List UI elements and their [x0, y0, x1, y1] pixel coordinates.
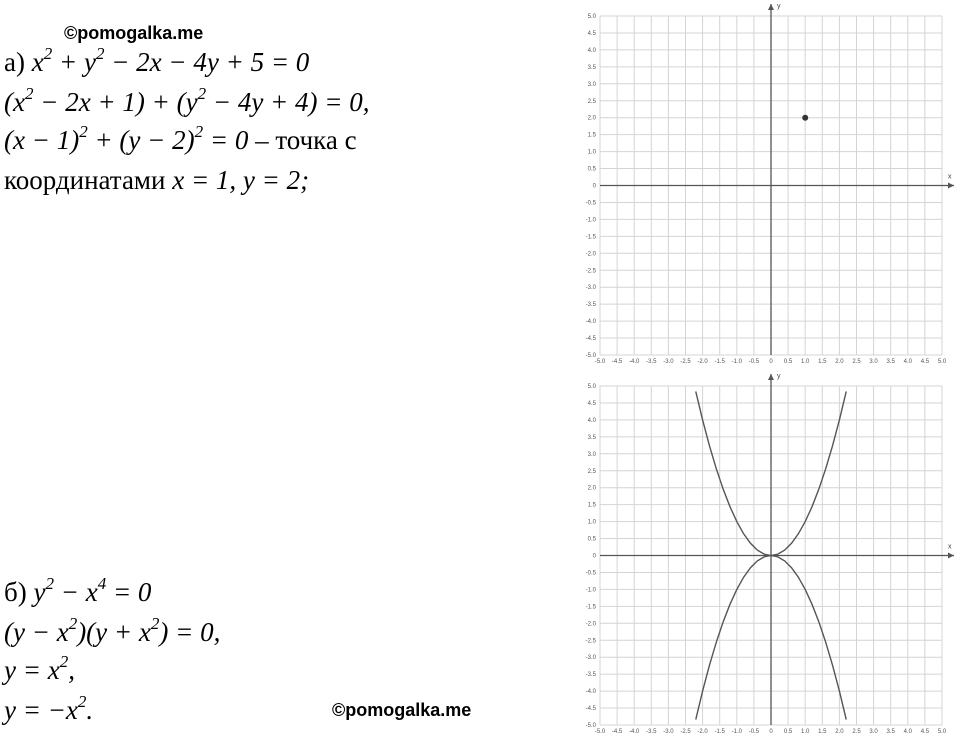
part-a-coords-text: координатами — [4, 165, 173, 195]
y-tick-label: 2.0 — [587, 485, 596, 492]
y-tick-label: -1.5 — [585, 234, 596, 241]
y-tick-label: -4.5 — [585, 706, 596, 713]
x-tick-label: -4.5 — [611, 359, 623, 365]
y-tick-label: -3.5 — [585, 302, 596, 309]
y-tick-label: -1.5 — [585, 604, 596, 611]
y-tick-label: 3.0 — [587, 81, 596, 88]
watermark-top: ©pomogalka.me — [64, 23, 204, 43]
y-axis-label: y — [777, 373, 781, 380]
y-tick-label: 3.5 — [587, 434, 596, 441]
x-tick-label: 5.0 — [937, 729, 947, 735]
x-tick-label: -3.0 — [663, 359, 674, 365]
y-tick-label: 0 — [592, 553, 596, 560]
x-tick-label: -3.0 — [663, 729, 674, 735]
part-b-line-1 — [4, 576, 151, 608]
y-tick-label: -2.5 — [585, 268, 596, 275]
y-tick-label: 4.5 — [587, 30, 596, 37]
x-axis-arrow — [948, 553, 954, 559]
x-tick-label: 2.5 — [852, 359, 861, 365]
y-tick-label: 1.0 — [587, 149, 596, 156]
graph-parabolas — [562, 370, 960, 736]
x-tick-label: 1.5 — [818, 729, 827, 735]
y-axis-label: y — [777, 3, 781, 10]
part-a-eq2: $(x^2 - 2x + 1) + (y^2 - 4y + 4) = 0$, — [4, 84, 370, 117]
x-tick-label: 2.5 — [852, 729, 861, 735]
y-tick-label: 4.0 — [587, 47, 596, 54]
x-tick-label: -1.5 — [714, 729, 725, 735]
x-tick-label: -4.5 — [611, 729, 623, 735]
y-tick-label: 1.5 — [587, 502, 596, 509]
y-tick-label: 0.5 — [587, 536, 596, 543]
data-point — [802, 115, 808, 121]
part-a-line-4 — [4, 164, 309, 196]
x-tick-label: -1.0 — [731, 359, 742, 365]
y-tick-label: 5.0 — [587, 14, 596, 20]
y-tick-label: 3.5 — [587, 64, 596, 71]
y-axis-arrow — [768, 4, 774, 10]
part-b-eq3: $y = x^2$, — [4, 652, 75, 685]
y-tick-label: -0.5 — [585, 570, 596, 577]
part-b-eq4: $y = -x^2$. — [4, 692, 94, 725]
y-tick-label: -0.5 — [585, 200, 596, 207]
x-tick-label: 5.0 — [937, 359, 947, 365]
y-tick-label: -4.5 — [585, 336, 596, 343]
x-tick-label: -1.5 — [714, 359, 725, 365]
y-tick-label: 4.0 — [587, 417, 596, 424]
x-tick-label: 0.5 — [783, 359, 793, 365]
y-tick-label: -2.0 — [585, 251, 596, 258]
x-tick-label: 1.5 — [818, 359, 827, 365]
y-tick-label: 2.5 — [587, 98, 596, 105]
x-axis-arrow — [948, 183, 954, 189]
part-b-label: б) — [4, 577, 34, 607]
part-a-coords: x = 1, y = 2; — [172, 165, 310, 195]
x-tick-label: -4.0 — [629, 729, 640, 735]
graph-point — [562, 0, 960, 366]
x-tick-label: 3.5 — [886, 359, 895, 365]
y-tick-label: -4.0 — [585, 689, 596, 696]
x-axis-label: x — [948, 173, 952, 181]
y-tick-label: 2.0 — [587, 115, 596, 122]
part-a-eq1: $x^2 + y^2 - 2x - 4y + 5 = 0$ — [31, 44, 310, 77]
x-tick-label: 2.0 — [835, 729, 844, 735]
part-a-text: – точка с — [255, 125, 357, 155]
x-tick-label: 1.0 — [801, 359, 810, 365]
x-tick-label: -5.0 — [594, 729, 606, 735]
y-tick-label: 0 — [592, 183, 596, 190]
part-b-line-4 — [4, 694, 93, 726]
y-tick-label: -4.0 — [585, 319, 596, 326]
x-tick-label: 4.0 — [903, 359, 912, 365]
x-tick-label: 3.0 — [869, 729, 878, 735]
y-tick-label: -5.0 — [585, 353, 596, 359]
part-a-line-3 — [4, 124, 357, 156]
part-b-line-3 — [4, 654, 75, 686]
part-a-line-2 — [4, 86, 369, 118]
x-tick-label: -5.0 — [594, 359, 606, 365]
x-tick-label: 4.5 — [920, 359, 930, 365]
x-tick-label: -2.0 — [697, 359, 708, 365]
x-tick-label: -3.5 — [646, 359, 657, 365]
x-tick-label: 3.0 — [869, 359, 878, 365]
y-tick-label: -3.5 — [585, 672, 596, 679]
x-tick-label: 1.0 — [801, 729, 810, 735]
x-tick-label: -0.5 — [748, 359, 760, 365]
x-tick-label: -4.0 — [629, 359, 640, 365]
y-tick-label: 1.5 — [587, 132, 596, 139]
y-tick-label: 4.5 — [587, 400, 596, 407]
x-tick-label: -0.5 — [748, 729, 760, 735]
y-tick-label: -3.0 — [585, 285, 596, 292]
y-tick-label: 3.0 — [587, 451, 596, 458]
y-tick-label: -2.5 — [585, 638, 596, 645]
x-tick-label: -2.0 — [697, 729, 708, 735]
x-tick-label: 2.0 — [835, 359, 844, 365]
part-a-label: а) — [4, 47, 32, 77]
y-tick-label: -1.0 — [585, 587, 596, 594]
part-b-eq2: $(y - x^2)(y + x^2) = 0$, — [4, 614, 221, 647]
x-tick-label: 0 — [769, 359, 773, 365]
y-tick-label: 1.0 — [587, 519, 596, 526]
x-tick-label: 4.0 — [903, 729, 912, 735]
part-a-eq3: $(x - 1)^2 + (y - 2)^2 = 0$ — [4, 122, 256, 155]
y-tick-label: 2.5 — [587, 468, 596, 475]
part-b-eq1: $y^2 - x^4 = 0$ — [33, 574, 152, 607]
x-tick-label: 0.5 — [783, 729, 793, 735]
x-axis-label: x — [948, 543, 952, 551]
y-tick-label: 5.0 — [587, 384, 596, 390]
x-tick-label: 4.5 — [920, 729, 930, 735]
part-b-line-2 — [4, 616, 220, 648]
y-tick-label: -1.0 — [585, 217, 596, 224]
part-a-line-1 — [4, 46, 309, 78]
y-tick-label: 0.5 — [587, 166, 596, 173]
y-tick-label: -5.0 — [585, 723, 596, 729]
y-tick-label: -2.0 — [585, 621, 596, 628]
x-tick-label: 0 — [769, 729, 773, 735]
x-tick-label: 3.5 — [886, 729, 895, 735]
x-tick-label: -1.0 — [731, 729, 742, 735]
watermark-bottom: ©pomogalka.me — [332, 700, 472, 720]
y-tick-label: -3.0 — [585, 655, 596, 662]
y-axis-arrow — [768, 374, 774, 380]
x-tick-label: -2.5 — [680, 729, 691, 735]
x-tick-label: -3.5 — [646, 729, 657, 735]
x-tick-label: -2.5 — [680, 359, 691, 365]
